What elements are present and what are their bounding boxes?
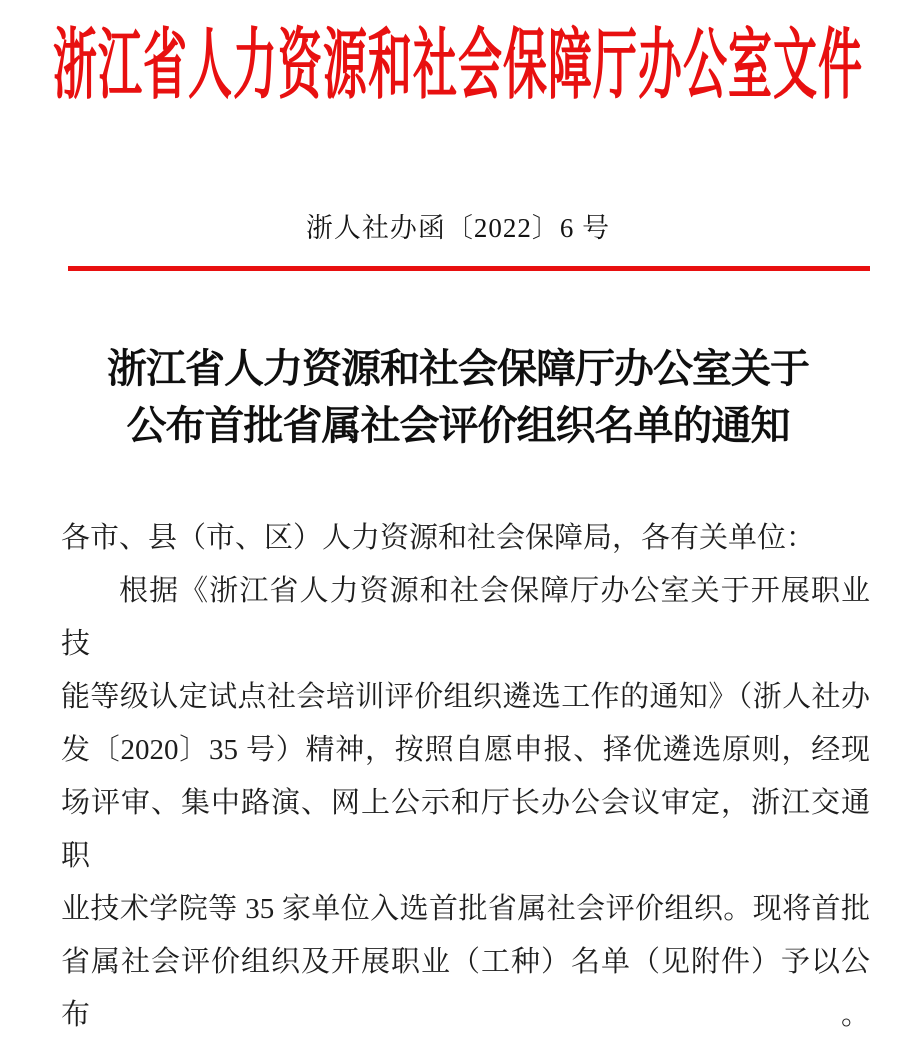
- body-line: 根据《浙江省人力资源和社会保障厅办公室关于开展职业技: [61, 575, 870, 660]
- document-reference-number: 浙人社办函〔2022〕6 号: [305, 213, 611, 243]
- document-body: [61, 512, 870, 1042]
- body-line: 发〔2020〕35 号）精神，按照自愿申报、择优遴选原则，经现: [61, 734, 870, 766]
- body-line: 业技术学院等 35 家单位入选首批省属社会评价组织。现将首批: [61, 893, 870, 925]
- red-divider-line: [68, 266, 870, 271]
- document-title: [0, 340, 916, 454]
- salutation-line: 各市、县（市、区）人力资源和社会保障局，各有关单位：: [61, 522, 816, 554]
- document-title-line-2: 公布首批省属社会评价组织名单的通知: [126, 403, 790, 448]
- body-line: 场评审、集中路演、网上公示和厅长办公会议审定，浙江交通职: [61, 787, 870, 872]
- red-header-banner: [0, 14, 916, 109]
- document-title-line-1: 浙江省人力资源和社会保障厅办公室关于: [107, 346, 809, 391]
- issuing-agency-banner-text: 浙江省人力资源和社会保障厅办公室文件: [53, 23, 863, 109]
- body-line: 能等级认定试点社会培训评价组织遴选工作的通知》（浙人社办: [61, 681, 870, 713]
- body-line: 省属社会评价组织及开展职业（工种）名单（见附件）予以公布。: [61, 946, 870, 1031]
